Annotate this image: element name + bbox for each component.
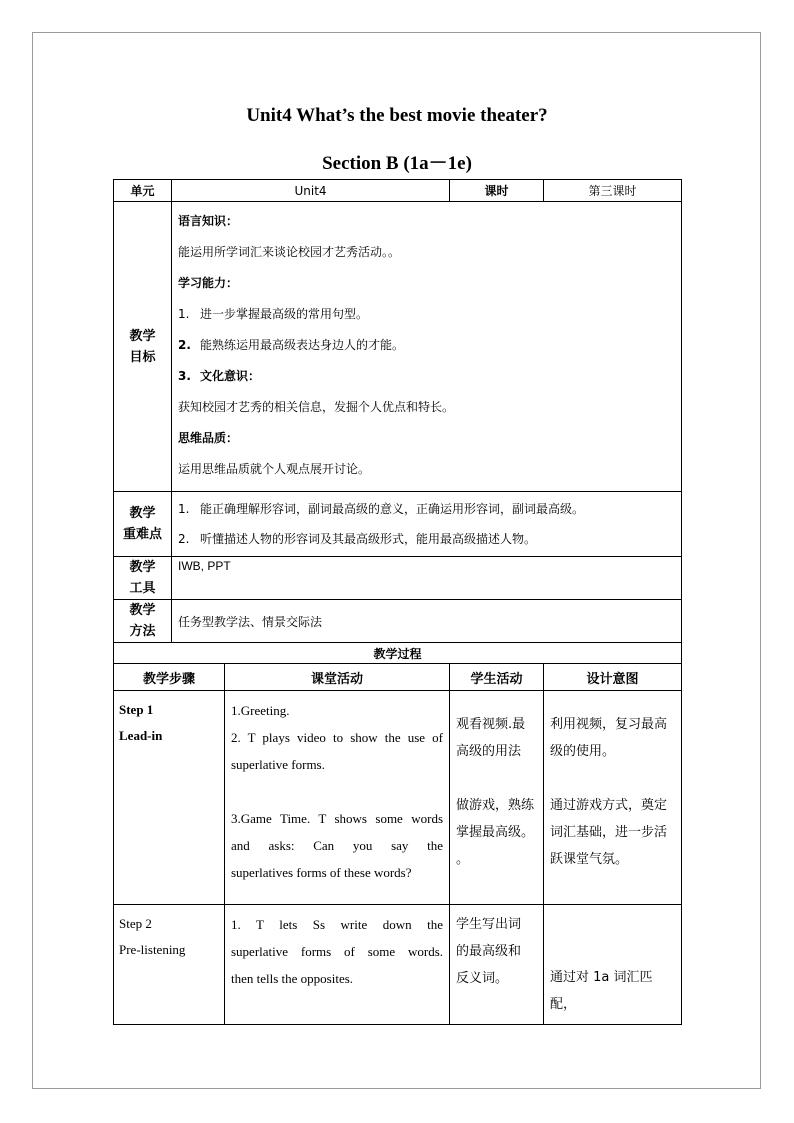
- col-step-header: 教学步骤: [114, 664, 225, 691]
- goals-label: [114, 202, 172, 492]
- step2-activity-1a: 1. T lets Ss write down the: [231, 917, 444, 932]
- step1-student-1b: 高级的用法: [456, 744, 522, 759]
- step1-activity-3a: 3.Game Time. T shows some words: [231, 811, 444, 826]
- key-points-label: [114, 492, 172, 557]
- methods-row: [114, 600, 682, 643]
- step1-design-2a: 通过游戏方式，奠定: [550, 798, 668, 813]
- methods-label-line1: 教学: [129, 603, 156, 618]
- key-point-2-text: 听懂描述人物的形容词及其最高级形式，能用最高级描述人物。: [200, 532, 537, 546]
- step2-activity-1c: then tells the opposites.: [231, 971, 354, 986]
- unit-value: Unit4: [172, 180, 450, 202]
- col-design-header: 设计意图: [544, 664, 682, 691]
- step2-number: Step 2: [119, 916, 152, 931]
- step1-number: Step 1: [119, 702, 154, 717]
- step1-design: [544, 691, 682, 905]
- step1-name: Lead-in: [119, 728, 163, 743]
- goals-label-line1: 教学: [129, 328, 156, 344]
- key-point-1: [178, 494, 675, 524]
- methods-label-line2: 方法: [129, 624, 156, 639]
- goals-label-line2: 目标: [129, 349, 156, 365]
- document-subtitle: Section B (1a－1e): [322, 153, 472, 174]
- ability-title: 学习能力：: [178, 276, 239, 290]
- step2-design: [544, 905, 682, 1025]
- key-points-content: [172, 492, 682, 557]
- unit-label: 单元: [114, 180, 172, 202]
- knowledge-title: 语言知识：: [178, 214, 239, 228]
- step1-cell: [114, 691, 225, 905]
- step1-student-1a: 观看视频.最: [456, 717, 526, 732]
- step1-activity-2b: superlative forms.: [231, 757, 325, 772]
- spacer: [550, 697, 675, 711]
- step1-design-2b: 词汇基础，进一步活: [550, 825, 668, 840]
- process-row-step2: [114, 905, 682, 1025]
- step1-design-1a: 利用视频，复习最高: [550, 717, 668, 732]
- spacer: [456, 765, 537, 792]
- spacer: [231, 778, 443, 805]
- thinking-title: 思维品质：: [178, 431, 239, 445]
- step1-design-1b: 级的使用。: [550, 744, 616, 759]
- key-point-2: [178, 524, 675, 554]
- process-title: 教学过程: [114, 643, 682, 664]
- step2-student-1a: 学生写出词: [456, 917, 522, 932]
- step2-student: [450, 905, 544, 1025]
- culture-title: [178, 361, 675, 392]
- goals-row: [114, 202, 682, 492]
- step1-student-2b: 掌握最高级。: [456, 825, 535, 840]
- key-points-label-line2: 重难点: [122, 527, 162, 542]
- ability-item-2: [178, 330, 675, 361]
- col-student-header: 学生活动: [450, 664, 544, 691]
- step1-activity-3b: and asks: Can you say the: [231, 838, 444, 853]
- step2-name: Pre-listening: [119, 942, 186, 957]
- methods-label: [114, 600, 172, 643]
- spacer: [456, 697, 537, 711]
- thinking-text: 运用思维品质就个人观点展开讨论。: [178, 462, 371, 476]
- step2-design-1a: 通过对 1a 词汇匹配，: [550, 970, 653, 1012]
- header-row: [114, 180, 682, 202]
- culture-title-text: 文化意识：: [200, 369, 261, 383]
- ability-item-1: [178, 299, 675, 330]
- ability-item-1-text: 进一步掌握最高级的常用句型。: [200, 307, 369, 321]
- step1-student-2c: 。: [456, 852, 470, 867]
- step1-activity-1: 1.Greeting.: [231, 703, 290, 718]
- key-points-label-line1: 教学: [129, 506, 156, 521]
- process-title-row: [114, 643, 682, 664]
- step1-design-2c: 跃课堂气氛。: [550, 852, 629, 867]
- step1-activity: [225, 691, 450, 905]
- culture-text: 获知校园才艺秀的相关信息，发掘个人优点和特长。: [178, 400, 455, 414]
- step2-student-1c: 反义词。: [456, 971, 509, 986]
- tools-row: [114, 557, 682, 600]
- ability-item-1-num: 1.: [178, 307, 190, 321]
- key-point-1-text: 能正确理解形容词，副词最高级的意义，正确运用形容词，副词最高级。: [200, 502, 585, 516]
- methods-value: 任务型教学法、情景交际法: [172, 600, 682, 643]
- step1-activity-2a: 2. T plays video to show the use of: [231, 730, 444, 745]
- spacer: [550, 765, 675, 792]
- tools-label-line2: 工具: [129, 581, 156, 596]
- period-label: 课时: [450, 180, 544, 202]
- tools-label: [114, 557, 172, 600]
- ability-item-2-text: 能熟练运用最高级表达身边人的才能。: [200, 338, 405, 352]
- step1-student-2a: 做游戏，熟练: [456, 798, 535, 813]
- key-points-row: [114, 492, 682, 557]
- step1-student: [450, 691, 544, 905]
- step2-activity: [225, 905, 450, 1025]
- step2-cell: [114, 905, 225, 1025]
- process-header-row: [114, 664, 682, 691]
- culture-num: 3.: [178, 369, 191, 383]
- knowledge-text: 能运用所学词汇来谈论校园才艺秀活动。。: [178, 245, 401, 259]
- key-point-1-num: 1.: [178, 502, 190, 516]
- document-title: Unit4 What’s the best movie theater?: [246, 105, 548, 126]
- tools-value: IWB, PPT: [172, 557, 682, 600]
- goals-content: [172, 202, 682, 492]
- step2-student-1b: 的最高级和: [456, 944, 522, 959]
- period-value: 第三课时: [544, 180, 682, 202]
- tools-label-line1: 教学: [129, 560, 156, 575]
- lesson-plan-table: [113, 179, 682, 1025]
- step2-activity-1b: superlative forms of some words.: [231, 944, 444, 959]
- process-row-step1: [114, 691, 682, 905]
- step1-activity-3c: superlatives forms of these words?: [231, 865, 412, 880]
- ability-item-2-num: 2.: [178, 338, 191, 352]
- col-activity-header: 课堂活动: [225, 664, 450, 691]
- key-point-2-num: 2.: [178, 532, 190, 546]
